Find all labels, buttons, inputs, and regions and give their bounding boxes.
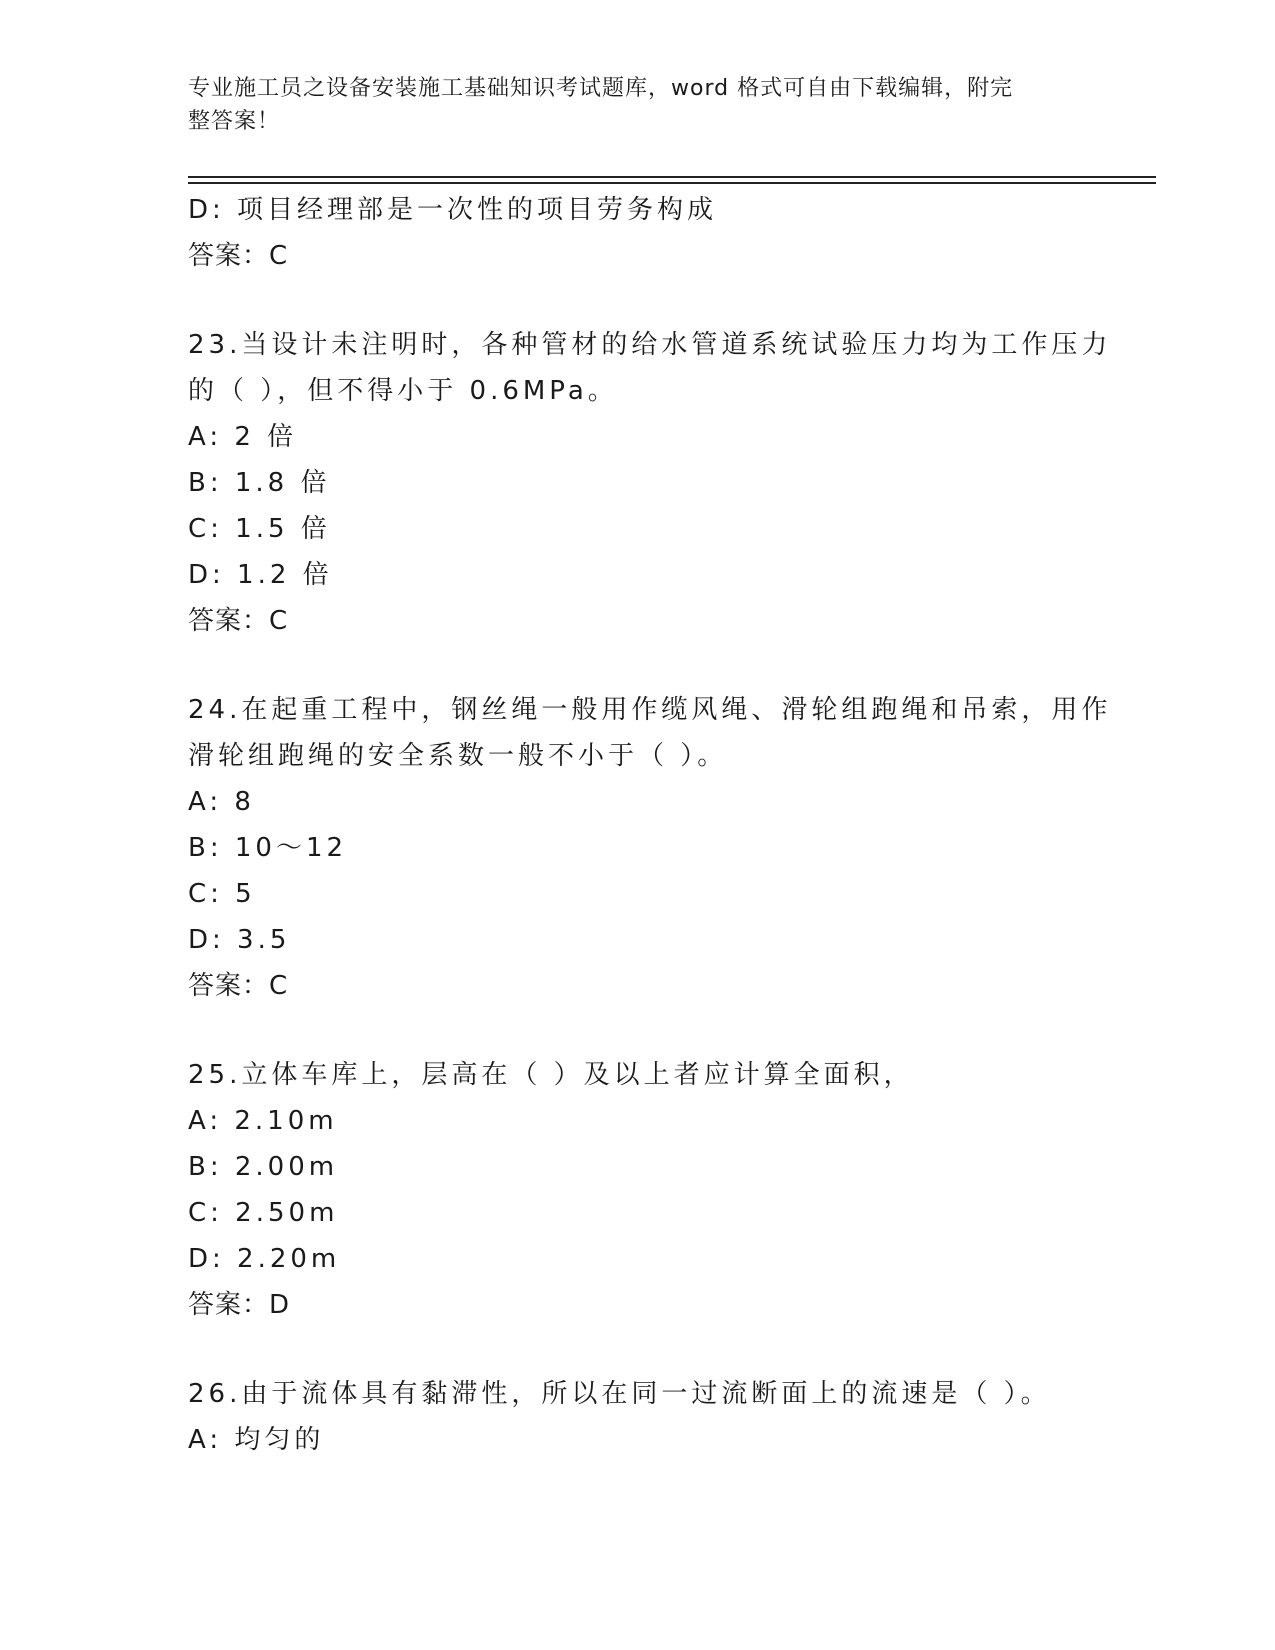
header-divider-top — [188, 176, 1156, 178]
option-b: B: 10～12 — [188, 833, 348, 863]
question-stem-continued: 滑轮组跑绳的安全系数一般不小于（ ）。 — [188, 741, 728, 771]
answer-line: 答案：C — [188, 241, 289, 271]
question-stem: 26.由于流体具有黏滞性，所以在同一过流断面上的流速是（ ）。 — [188, 1379, 1051, 1409]
question-stem-continued: 的（ ），但不得小于 0.6MPa。 — [188, 376, 618, 406]
header-divider-bottom — [188, 182, 1156, 184]
question-26 — [188, 1371, 1088, 1463]
option-a: A: 2.10m — [188, 1106, 338, 1136]
option-b: B: 1.8 倍 — [188, 468, 331, 498]
option-d: D: 3.5 — [188, 925, 291, 955]
option-a: A: 8 — [188, 787, 255, 817]
option-c: C: 2.50m — [188, 1198, 339, 1228]
answer-line: 答案：C — [188, 971, 289, 1001]
question-stem: 23.当设计未注明时，各种管材的给水管道系统试验压力均为工作压力 — [188, 330, 1112, 360]
option-d: D: 项目经理部是一次性的项目劳务构成 — [188, 195, 718, 225]
question-stem: 24.在起重工程中，钢丝绳一般用作缆风绳、滑轮组跑绳和吊索，用作 — [188, 695, 1112, 725]
question-stem: 25.立体车库上，层高在（ ）及以上者应计算全面积， — [188, 1060, 914, 1090]
option-a: A: 2 倍 — [188, 422, 298, 452]
question-23 — [188, 322, 1112, 644]
answer-line: 答案：C — [188, 606, 289, 636]
option-a: A: 均匀的 — [188, 1425, 325, 1455]
question-24 — [188, 687, 1112, 1009]
answer-line: 答案：D — [188, 1290, 291, 1320]
option-c: C: 5 — [188, 879, 256, 909]
option-b: B: 2.00m — [188, 1152, 339, 1182]
question-25 — [188, 1052, 1088, 1328]
option-d: D: 1.2 倍 — [188, 560, 333, 590]
header-line-2: 整答案！ — [188, 109, 281, 134]
option-d: D: 2.20m — [188, 1244, 341, 1274]
header-line-1: 专业施工员之设备安装施工基础知识考试题库，word 格式可自由下载编辑，附完 — [188, 76, 1014, 101]
document-body — [188, 187, 1112, 1463]
option-c: C: 1.5 倍 — [188, 514, 331, 544]
document-header — [188, 72, 1088, 138]
